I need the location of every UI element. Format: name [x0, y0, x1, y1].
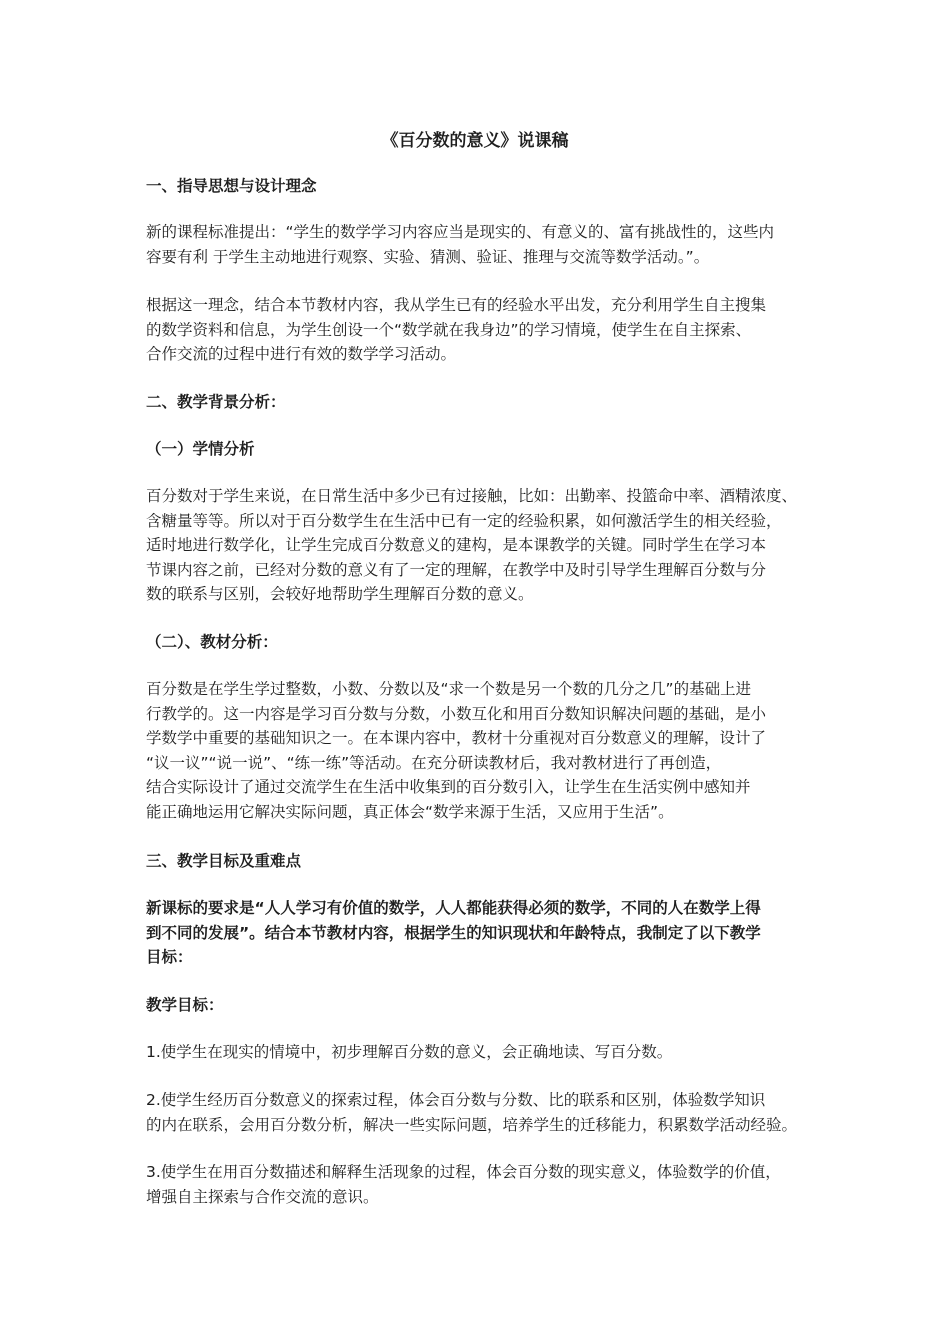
goal-item-2 [146, 1088, 826, 1137]
text-line: 根据这一理念，结合本节教材内容，我从学生已有的经验水平出发，充分利用学生自主搜集 [146, 296, 767, 314]
text-line: 学数学中重要的基础知识之一。在本课内容中，教材十分重视对百分数意义的理解，设计了 [146, 729, 767, 747]
text-line: 数的联系与区别，会较好地帮助学生理解百分数的意义。 [146, 585, 534, 603]
text-line: 新的课程标准提出：“学生的数学学习内容应当是现实的、有意义的、富有挑战性的，这些内 [146, 223, 775, 241]
goal-item-3 [146, 1160, 826, 1209]
text-line: 的内在联系，会用百分数分析，解决一些实际问题，培养学生的迁移能力，积累数学活动经验。 [146, 1115, 798, 1134]
section-2-subheading-2: （二）、教材分析： [146, 633, 278, 651]
text-line: 节课内容之前，已经对分数的意义有了一定的理解，在教学中及时引导学生理解百分数与分 [146, 560, 767, 579]
section-1-heading: 一、指导思想与设计理念 [146, 177, 317, 195]
document-title: 《百分数的意义》说课稿 [381, 131, 569, 151]
text-line: 2.使学生经历百分数意义的探索过程，体会百分数与分数、比的联系和区别，体验数学知识 [146, 1091, 766, 1109]
text-line: 结合实际设计了通过交流学生在生活中收集到的百分数引入，让学生在生活实例中感知并 [146, 778, 751, 796]
text-line: 到不同的发展”。结合本节教材内容，根据学生的知识现状和年龄特点，我制定了以下教学 [146, 923, 761, 942]
section-1-paragraph-2 [146, 293, 826, 367]
text-line: 目标： [146, 948, 193, 966]
text-line: 合作交流的过程中进行有效的数学学习活动。 [146, 345, 457, 363]
section-3-heading: 三、教学目标及重难点 [146, 852, 302, 870]
text-line: 1.使学生在现实的情境中，初步理解百分数的意义，会正确地读、写百分数。 [146, 1043, 673, 1061]
text-line: 3.使学生在用百分数描述和解释生活现象的过程，体会百分数的现实意义，体验数学的价值， [146, 1163, 781, 1181]
section-2-paragraph-1 [146, 484, 826, 607]
text-line: 能正确地运用它解决实际问题，真正体会“数学来源于生活，又应用于生活”。 [146, 802, 674, 821]
text-line: 含糖量等等。所以对于百分数学生在生活中已有一定的经验积累，如何激活学生的相关经验， [146, 511, 782, 530]
section-1-paragraph-1 [146, 220, 826, 269]
text-line: 新课标的要求是“人人学习有价值的数学，人人都能获得必须的数学，不同的人在数学上得 [146, 899, 761, 917]
text-line: 适时地进行数学化，让学生完成百分数意义的建构，是本课教学的关键。同时学生在学习本 [146, 536, 767, 554]
goal-item-1 [146, 1040, 826, 1065]
text-line: 行教学的。这一内容是学习百分数与分数，小数互化和用百分数知识解决问题的基础，是小 [146, 704, 767, 723]
teaching-goals-heading: 教学目标： [146, 996, 224, 1014]
text-line: 百分数对于学生来说，在日常生活中多少已有过接触，比如：出勤率、投篮命中率、酒精浓度、 [146, 487, 798, 505]
section-2-subheading-1: （一）学情分析 [146, 440, 255, 458]
text-line: “议一议”“说一说”、“练一练”等活动。在充分研读教材后，我对教材进行了再创造， [146, 753, 722, 772]
section-2-paragraph-2 [146, 677, 826, 824]
section-3-paragraph-1 [146, 896, 826, 970]
text-line: 容要有利 于学生主动地进行观察、实验、猜测、验证、推理与交流等数学活动。”。 [146, 247, 710, 266]
text-line: 增强自主探索与合作交流的意识。 [146, 1187, 379, 1206]
text-line: 的数学资料和信息，为学生创设一个“数学就在我身边”的学习情境，使学生在自主探索、 [146, 320, 752, 339]
text-line: 百分数是在学生学过整数，小数、分数以及“求一个数是另一个数的几分之几”的基础上进 [146, 680, 752, 698]
section-2-heading: 二、教学背景分析： [146, 393, 286, 411]
